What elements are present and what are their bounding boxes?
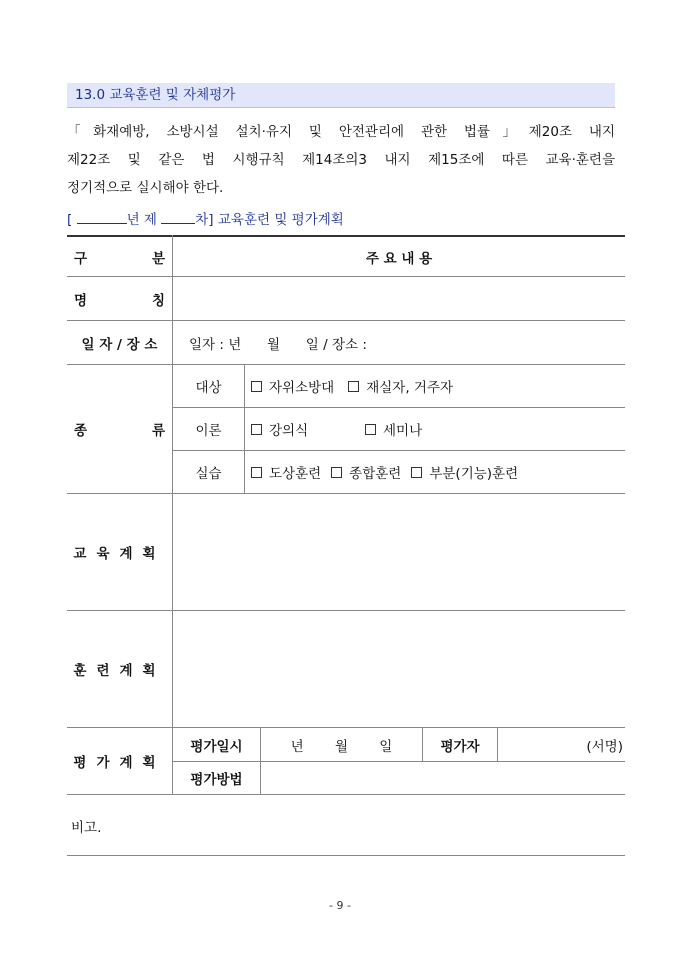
year-blank[interactable]: [77, 209, 127, 224]
header-category-part: 구: [74, 250, 88, 267]
checkbox-option[interactable]: [331, 462, 401, 482]
header-content: 주 요 내 용: [365, 250, 433, 267]
option-label: 도상훈련: [269, 466, 322, 482]
checkbox-option[interactable]: [251, 462, 321, 482]
checkbox-option[interactable]: [365, 419, 422, 439]
evaluation-plan-label: 평가계획: [73, 755, 166, 771]
header-category: [67, 237, 172, 276]
option-label: 부분(기능)훈련: [429, 466, 519, 482]
section-heading: 13.0 교육훈련 및 자체평가: [67, 83, 615, 108]
option-label: 자위소방대: [269, 380, 335, 396]
target-options: [251, 365, 621, 407]
plan-title-text: 교육훈련 및 평가계획: [217, 212, 344, 228]
checkbox-option[interactable]: [411, 462, 518, 482]
subrow-label-theory: 이론: [195, 423, 222, 439]
column-divider: [244, 364, 245, 493]
plan-title-year: 년 제: [126, 212, 157, 228]
date-unit: 년: [290, 738, 304, 755]
option-label: 세미나: [383, 423, 423, 439]
option-label: 강의식: [269, 423, 309, 439]
intro-line: 정기적으로 실시해야 한다.: [67, 180, 224, 196]
name-label-part: 칭: [151, 292, 165, 309]
type-label-part: 류: [151, 423, 165, 439]
checkbox-icon[interactable]: [411, 467, 422, 478]
plan-title-open-bracket: [: [67, 212, 73, 228]
intro-paragraph: [67, 118, 615, 202]
evaluator-label: 평가자: [440, 738, 480, 755]
intro-line: 제22조 및 같은 법 시행규칙 제14조의3 내지 제15조에 따른 교육·훈련을: [67, 152, 615, 168]
evaluation-method-field[interactable]: [261, 762, 625, 794]
checkbox-icon[interactable]: [348, 381, 359, 392]
date-unit: 월: [334, 738, 349, 755]
option-label: 재실자, 거주자: [366, 380, 454, 396]
remark-rule: [67, 855, 625, 856]
checkbox-option[interactable]: [251, 376, 334, 396]
type-label: [67, 365, 172, 493]
date-place-field[interactable]: 일자 : 년 월 일 / 장소 :: [189, 336, 367, 353]
date-place-label: 일 자 / 장 소: [81, 336, 158, 353]
option-label: 종합훈련: [349, 466, 402, 482]
signature-text: (서명): [586, 738, 623, 755]
evaluator-signature-field[interactable]: [498, 728, 625, 761]
plan-table: [67, 235, 625, 795]
checkbox-icon[interactable]: [251, 381, 262, 392]
table-bottom-border: [67, 794, 625, 795]
subrow-label-target: 대상: [195, 380, 222, 396]
practice-options: [251, 451, 621, 493]
evaluation-date-label: 평가일시: [190, 738, 243, 755]
remark-label: 비고.: [71, 820, 102, 836]
header-category-part: 분: [151, 250, 165, 267]
checkbox-icon[interactable]: [365, 424, 376, 435]
education-plan-label: 교육계획: [73, 546, 166, 562]
theory-options: [251, 408, 621, 450]
round-blank[interactable]: [161, 209, 195, 224]
name-label-part: 명: [74, 292, 88, 309]
checkbox-option[interactable]: [251, 419, 351, 439]
evaluation-method-label: 평가방법: [190, 772, 243, 788]
training-plan-field[interactable]: [173, 611, 625, 727]
evaluation-date-field[interactable]: [261, 728, 422, 761]
plan-title-round: 차]: [195, 212, 214, 228]
checkbox-option[interactable]: [348, 376, 453, 396]
checkbox-icon[interactable]: [251, 424, 262, 435]
training-plan-label: 훈련계획: [73, 663, 166, 679]
plan-title: [67, 209, 344, 231]
name-label: [67, 277, 172, 320]
education-plan-field[interactable]: [173, 494, 625, 610]
intro-line: 「화재예방, 소방시설 설치·유지 및 안전관리에 관한 법률」제20조 내지: [67, 124, 615, 140]
subrow-label-practice: 실습: [195, 466, 222, 482]
checkbox-icon[interactable]: [251, 467, 262, 478]
checkbox-icon[interactable]: [331, 467, 342, 478]
name-field[interactable]: [173, 277, 625, 320]
type-label-part: 종: [74, 423, 88, 439]
date-unit: 일: [379, 738, 393, 755]
page-number: - 9 -: [329, 899, 351, 912]
